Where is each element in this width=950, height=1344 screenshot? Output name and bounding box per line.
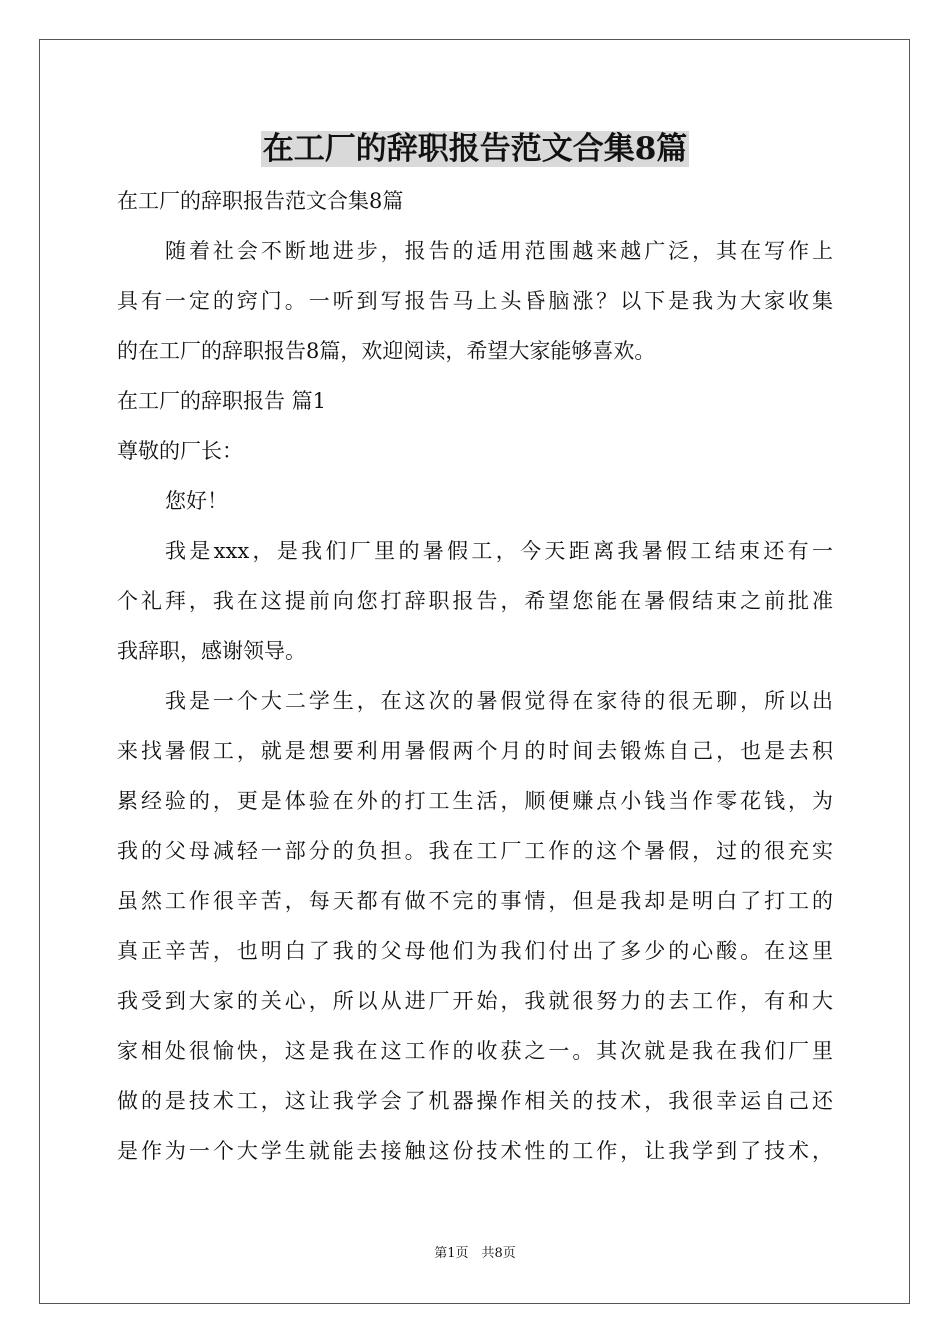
body-line: 在工厂的辞职报告范文合集8篇	[117, 189, 404, 213]
body-line: 具有一定的窍门。一听到写报告马上头昏脑涨？以下是我为大家收集	[117, 289, 833, 313]
greeting: 您好！	[165, 489, 228, 513]
body-line: 我是xxx，是我们厂里的暑假工，今天距离我暑假工结束还有一	[165, 539, 833, 563]
body-line: 虽然工作很辛苦，每天都有做不完的事情，但是我却是明白了打工的	[117, 889, 833, 913]
body-line: 我是一个大二学生，在这次的暑假觉得在家待的很无聊，所以出	[165, 689, 833, 713]
document-title-text: 在工厂的辞职报告范文合集8篇	[262, 131, 688, 167]
body-line: 累经验的，更是体验在外的打工生活，顺便赚点小钱当作零花钱，为	[117, 789, 833, 813]
body-line: 我的父母减轻一部分的负担。我在工厂工作的这个暑假，过的很充实	[117, 839, 833, 863]
salutation: 尊敬的厂长：	[117, 439, 243, 463]
body-line: 我受到大家的关心，所以从进厂开始，我就很努力的去工作，有和大	[117, 989, 833, 1013]
body-line: 做的是技术工，这让我学会了机器操作相关的技术，我很幸运自己还	[117, 1089, 833, 1113]
body-line: 家相处很愉快，这是我在这工作的收获之一。其次就是我在我们厂里	[117, 1039, 833, 1063]
body-line: 的在工厂的辞职报告8篇，欢迎阅读，希望大家能够喜欢。	[117, 339, 656, 363]
body-line: 真正辛苦，也明白了我的父母他们为我们付出了多少的心酸。在这里	[117, 939, 833, 963]
body-line: 个礼拜，我在这提前向您打辞职报告，希望您能在暑假结束之前批准	[117, 589, 833, 613]
body-line: 随着社会不断地进步，报告的适用范围越来越广泛，其在写作上	[165, 239, 833, 263]
body-line: 来找暑假工，就是想要利用暑假两个月的时间去锻炼自己，也是去积	[117, 739, 833, 763]
page-footer: 第1页 共8页	[434, 1246, 516, 1261]
body-line: 是作为一个大学生就能去接触这份技术性的工作，让我学到了技术，	[117, 1139, 833, 1163]
document-title	[0, 126, 950, 172]
section-heading: 在工厂的辞职报告 篇1	[117, 389, 327, 413]
document-body	[117, 176, 833, 1176]
body-line: 我辞职，感谢领导。	[117, 639, 306, 663]
